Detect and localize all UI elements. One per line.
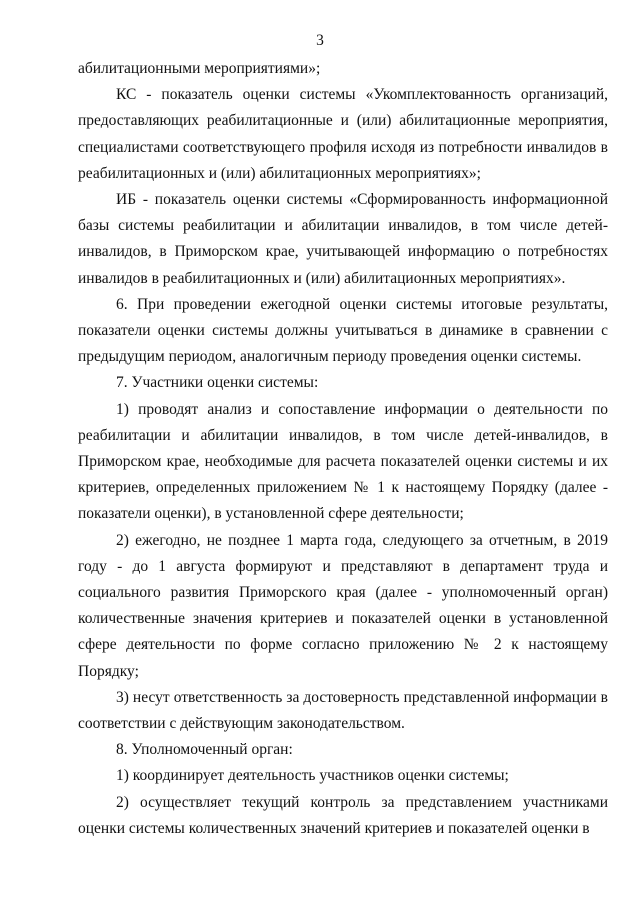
paragraph-ks-definition: КС - показатель оценки системы «Укомплектованность организаций, предоставляющих реабилитационные и (или) абилитационные мероприятия, специалистами соответствующего профиля исходя из потребности инвалидов в реабилитационных и (или) абилитационных мероприятиях»;: [78, 86, 608, 182]
paragraph-item-6: 6. При проведении ежегодной оценки системы итоговые результаты, показатели оценки системы должны учитываться в динамике в сравнении с предыдущим периодом, аналогичным периоду проведения оценки системы.: [78, 295, 608, 366]
paragraph-item-7-heading: 7. Участники оценки системы:: [116, 374, 319, 392]
paragraph-ib-definition: ИБ - показатель оценки системы «Сформированность информационной базы системы реабилитации и абилитации инвалидов, в том числе детей-инвалидов, в Приморском крае, учитывающей информацию о потребностях инвалидов в реабилитационных и (или) абилитационных мероприятиях».: [78, 191, 608, 287]
paragraph-item-7-3: 3) несут ответственность за достоверность представленной информации в соответствии с действующим законодательством.: [78, 688, 608, 733]
document-body: [78, 56, 608, 842]
paragraph-item-8-1: 1) координирует деятельность участников оценки системы;: [116, 767, 509, 785]
paragraph-continuation: абилитационными мероприятиями»;: [78, 60, 321, 77]
paragraph-item-8-heading: 8. Уполномоченный орган:: [116, 741, 293, 759]
paragraph-item-7-2: 2) ежегодно, не позднее 1 марта года, следующего за отчетным, в 2019 году - до 1 августа формируют и представляют в департамент труда и социального развития Приморского края (далее - уполномоченный орган) количественные значения критериев и показателей оценки в установленной сфере деятельности по форме согласно приложению № 2 к настоящему Порядку;: [78, 531, 608, 680]
paragraph-item-7-1: 1) проводят анализ и сопоставление информации о деятельности по реабилитации и абилитации инвалидов, в том числе детей-инвалидов, в Приморском крае, необходимые для расчета показателей оценки системы и их критериев, определенных приложением № 1 к настоящему Порядку (далее - показатели оценки), в установленной сфере деятельности;: [78, 400, 608, 523]
page-number: 3: [316, 32, 324, 49]
paragraph-item-8-2: 2) осуществляет текущий контроль за представлением участниками оценки системы количественных значений критериев и показателей оценки в: [78, 793, 608, 837]
